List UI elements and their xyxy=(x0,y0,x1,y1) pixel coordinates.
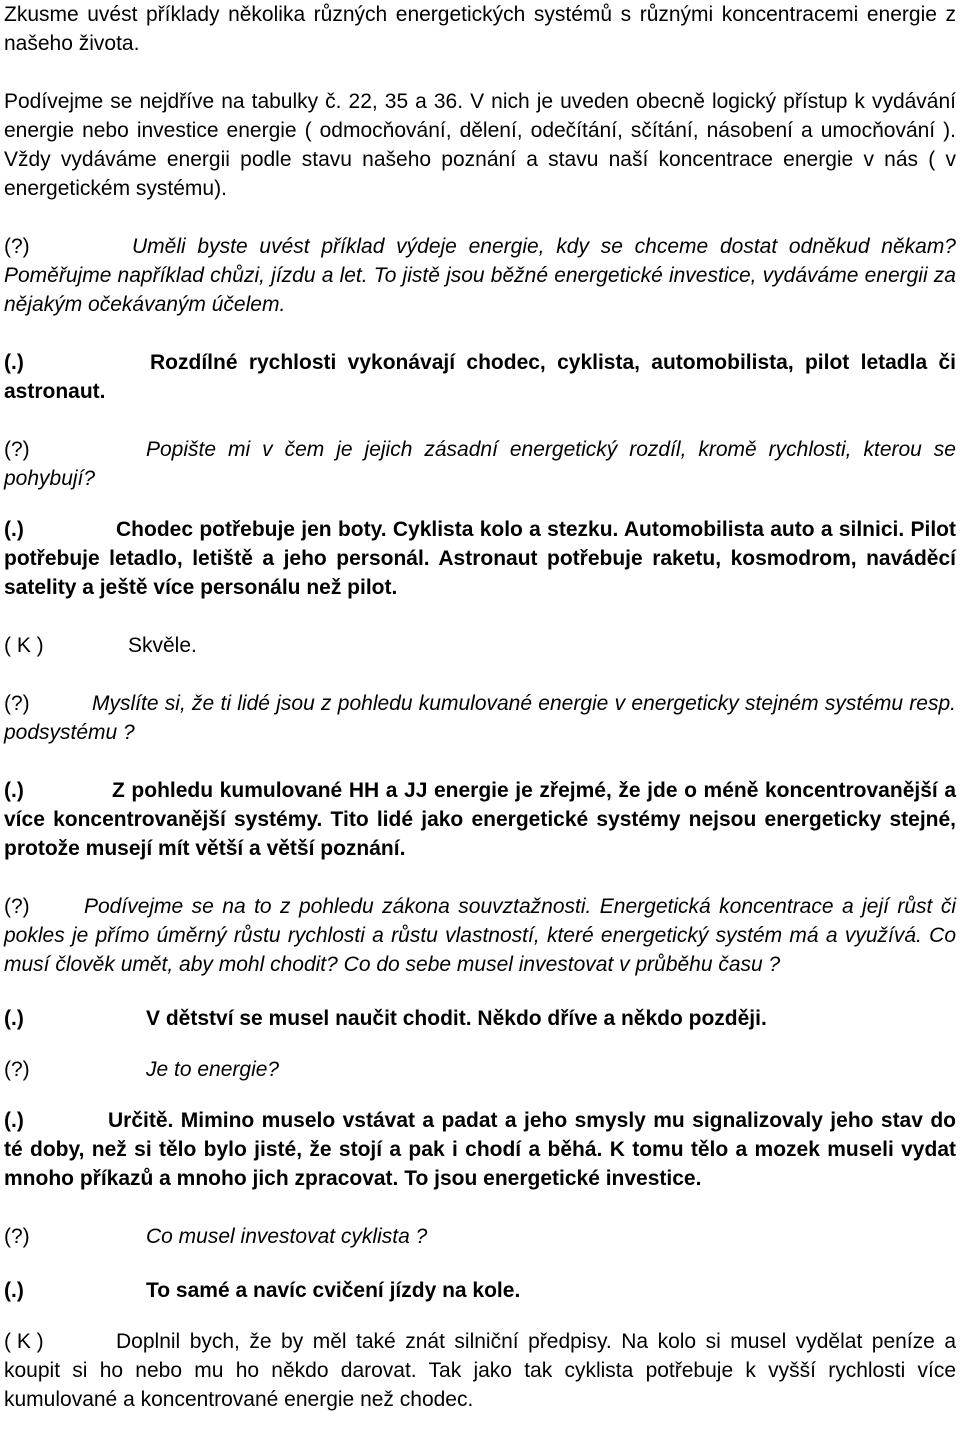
paragraph-text: Doplnil bych, že by měl také znát silniční předpisy. Na kolo si musel vydělat peníze a koupit si ho nebo mu ho někdo darovat. Tak jako tak cyklista potřebuje k vyšší rychlosti více kumulované a koncentrované energie než chodec. xyxy=(4,1330,956,1411)
question-paragraph xyxy=(4,435,956,493)
answer-marker: (.) xyxy=(4,518,24,541)
question-marker: (?) xyxy=(4,1058,30,1081)
answer-paragraph xyxy=(4,776,956,863)
question-paragraph xyxy=(4,232,956,319)
question-paragraph xyxy=(4,689,956,747)
answer-paragraph xyxy=(4,1004,956,1033)
question-marker: (?) xyxy=(4,235,30,258)
answer-marker: (.) xyxy=(4,779,24,802)
answer-paragraph xyxy=(4,1106,956,1193)
paragraph-text: Chodec potřebuje jen boty. Cyklista kolo a stezku. Automobilista auto a silnici. Pilot potřebuje letadlo, letiště a jeho personál. Astronaut potřebuje raketu, kosmodrom, naváděcí satelity a ještě více personálu než pilot. xyxy=(4,518,956,599)
paragraph-text: V dětství se musel naučit chodit. Někdo dříve a někdo později. xyxy=(146,1007,767,1030)
paragraph-text: To samé a navíc cvičení jízdy na kole. xyxy=(146,1279,521,1302)
comment-marker: ( K ) xyxy=(4,634,44,657)
paragraph-text: Zkusme uvést příklady několika různých energetických systémů s různými koncentracemi energie z našeho života. xyxy=(4,3,956,55)
question-marker: (?) xyxy=(4,438,30,461)
answer-marker: (.) xyxy=(4,1279,24,1302)
paragraph-text: Rozdílné rychlosti vykonávají chodec, cyklista, automobilista, pilot letadla či astronaut. xyxy=(4,351,956,403)
comment-marker: ( K ) xyxy=(4,1330,44,1353)
paragraph-tables xyxy=(4,87,956,203)
paragraph-text: Skvěle. xyxy=(128,634,197,657)
paragraph-text: Je to energie? xyxy=(146,1058,280,1081)
comment-paragraph xyxy=(4,1327,956,1414)
answer-marker: (.) xyxy=(4,351,24,374)
comment-paragraph xyxy=(4,631,956,660)
answer-paragraph xyxy=(4,515,956,602)
paragraph-text: Uměli byste uvést příklad výdeje energie, kdy se chceme dostat odněkud někam? Poměřujme například chůzi, jízdu a let. To jistě jsou běžné energetické investice, vydáváme energii za nějakým očekávaným účelem. xyxy=(4,235,956,316)
paragraph-text: Co musel investovat cyklista ? xyxy=(146,1225,428,1248)
answer-paragraph xyxy=(4,348,956,406)
question-paragraph xyxy=(4,892,956,979)
paragraph-text: Podívejme se nejdříve na tabulky č. 22, 35 a 36. V nich je uveden obecně logický přístup k vydávání energie nebo investice energie ( odmocňování, dělení, odečítání, sčítání, násobení a umocňování ). Vždy vydáváme energii podle stavu našeho poznání a stavu naší koncentrace energie v nás ( v energetickém systému). xyxy=(4,90,956,200)
paragraph-text: Podívejme se na to z pohledu zákona souvztažnosti. Energetická koncentrace a její růst či pokles je přímo úměrný růstu rychlosti a růstu vlastností, které energetický systém má a využívá. Co musí člověk umět, aby mohl chodit? Co do sebe musel investovat v průběhu času ? xyxy=(4,895,956,976)
question-marker: (?) xyxy=(4,692,30,715)
paragraph-text: Myslíte si, že ti lidé jsou z pohledu kumulované energie v energeticky stejném systému resp. podsystému ? xyxy=(4,692,956,744)
paragraph-text: Určitě. Mimino muselo vstávat a padat a jeho smysly mu signalizovaly jeho stav do té doby, než si tělo bylo jisté, že stojí a pak i chodí a běhá. K tomu tělo a mozek museli vydat mnoho příkazů a mnoho jich zpracovat. To jsou energetické investice. xyxy=(4,1109,956,1190)
paragraph-text: Popište mi v čem je jejich zásadní energetický rozdíl, kromě rychlosti, kterou se pohybují? xyxy=(4,438,956,490)
question-paragraph xyxy=(4,1222,956,1251)
question-marker: (?) xyxy=(4,1225,30,1248)
question-paragraph xyxy=(4,1055,956,1084)
question-marker: (?) xyxy=(4,895,30,918)
answer-marker: (.) xyxy=(4,1007,24,1030)
answer-marker: (.) xyxy=(4,1109,24,1132)
answer-paragraph xyxy=(4,1276,956,1305)
paragraph-intro xyxy=(4,0,956,58)
paragraph-text: Z pohledu kumulované HH a JJ energie je zřejmé, že jde o méně koncentrovanější a více koncentrovanější systémy. Tito lidé jako energetické systémy nejsou energeticky stejné, protože musejí mít větší a větší poznání. xyxy=(4,779,956,860)
